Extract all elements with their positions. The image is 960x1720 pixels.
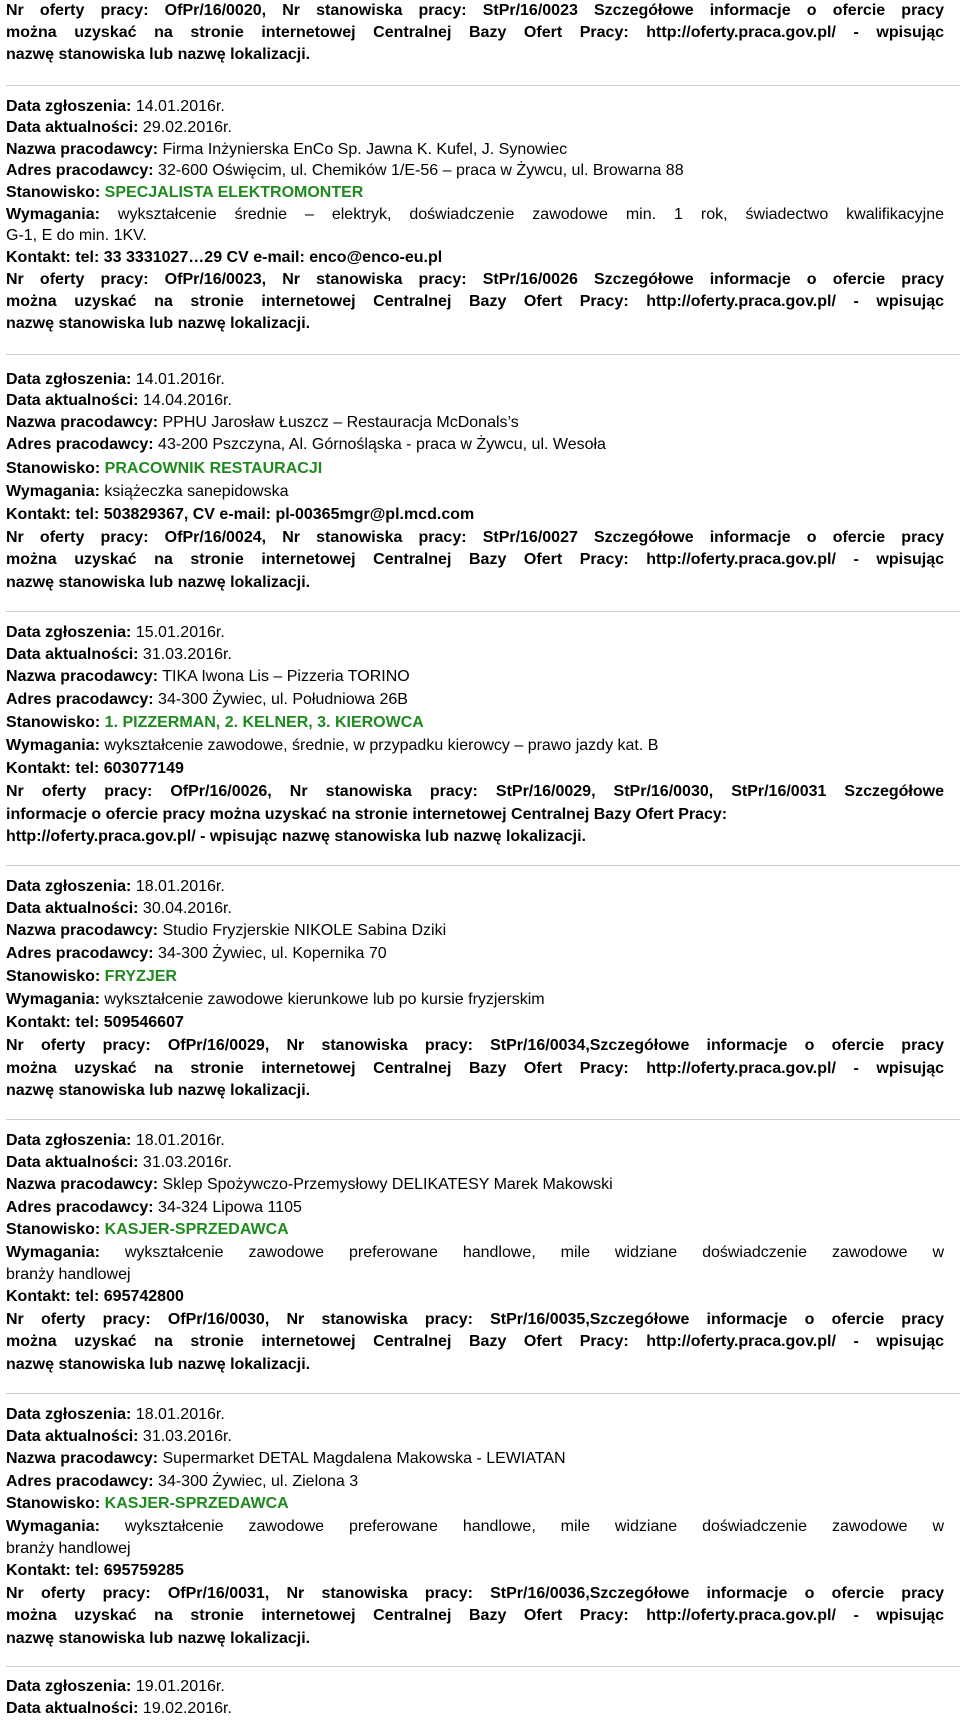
requirements-row bbox=[6, 989, 960, 1011]
offer-number-line: Nr oferty pracy: OfPr/16/0031, Nr stanowiska pracy: StPr/16/0036,Szczegółowe informacje o ofercie pracy bbox=[6, 1585, 944, 1602]
position-row bbox=[6, 182, 960, 204]
value: 31.03.2016r. bbox=[138, 646, 232, 663]
position-value: SPECJALISTA ELEKTROMONTER bbox=[100, 184, 364, 201]
validity-date-row bbox=[6, 1152, 960, 1174]
offer-info-line: można uzyskać na stronie internetowej Centralnej Bazy Ofert Pracy: http://oferty.praca.gov.pl/ - wpisując bbox=[6, 293, 944, 310]
label: Nazwa pracodawcy: bbox=[6, 922, 159, 939]
employer-row bbox=[6, 139, 960, 161]
requirements-continued: branży handlowej bbox=[6, 1540, 131, 1557]
contact-row: Kontakt: tel: 695742800 bbox=[6, 1288, 184, 1305]
label: Adres pracodawcy: bbox=[6, 1473, 154, 1490]
label: Stanowisko: bbox=[6, 460, 101, 477]
position-row bbox=[6, 966, 960, 988]
contact-row: Kontakt: tel: 509546607 bbox=[6, 1014, 184, 1031]
employer-row bbox=[6, 1448, 960, 1470]
separator-line bbox=[6, 354, 960, 355]
label: Adres pracodawcy: bbox=[6, 691, 154, 708]
validity-date-row bbox=[6, 898, 960, 920]
requirements-row bbox=[6, 204, 944, 226]
employer-row bbox=[6, 666, 960, 688]
separator-line bbox=[6, 85, 960, 86]
position-value: PRACOWNIK RESTAURACJI bbox=[100, 460, 323, 477]
value: książeczka sanepidowska bbox=[99, 483, 289, 500]
value: wykształcenie zawodowe preferowane handlowe, mile widziane doświadczenie zawodowe w bbox=[99, 1518, 944, 1535]
value: 18.01.2016r. bbox=[131, 1132, 225, 1149]
offer-info-line: nazwę stanowiska lub nazwę lokalizacji. bbox=[6, 315, 311, 332]
label: Nazwa pracodawcy: bbox=[6, 141, 159, 158]
value: wykształcenie zawodowe preferowane handlowe, mile widziane doświadczenie zawodowe w bbox=[99, 1244, 944, 1261]
value: 14.04.2016r. bbox=[138, 392, 232, 409]
submission-date-row bbox=[6, 96, 960, 118]
separator-line bbox=[6, 865, 960, 866]
value: 29.02.2016r. bbox=[138, 119, 232, 136]
separator-line bbox=[6, 1119, 960, 1120]
value: 34-300 Żywiec, ul. Kopernika 70 bbox=[153, 945, 387, 962]
requirements-continued: branży handlowej bbox=[6, 1266, 131, 1283]
offer-number-line: Nr oferty pracy: OfPr/16/0030, Nr stanowiska pracy: StPr/16/0035,Szczegółowe informacje o ofercie pracy bbox=[6, 1311, 944, 1328]
label: Nazwa pracodawcy: bbox=[6, 1450, 159, 1467]
position-value: KASJER-SPRZEDAWCA bbox=[100, 1495, 289, 1512]
separator-line bbox=[6, 1666, 960, 1667]
value: 18.01.2016r. bbox=[131, 1406, 225, 1423]
label: Wymagania: bbox=[6, 1518, 100, 1535]
requirements-continued: G-1, E do min. 1KV. bbox=[6, 227, 147, 244]
submission-date-row bbox=[6, 1130, 960, 1152]
contact-row: Kontakt: tel: 503829367, CV e-mail: pl-00365mgr@pl.mcd.com bbox=[6, 506, 475, 523]
label: Adres pracodawcy: bbox=[6, 162, 154, 179]
label: Nazwa pracodawcy: bbox=[6, 1176, 159, 1193]
offer-info-line: nazwę stanowiska lub nazwę lokalizacji. bbox=[6, 1356, 311, 1373]
value: TIKA Iwona Lis – Pizzeria TORINO bbox=[158, 668, 410, 685]
offer-info-line: można uzyskać na stronie internetowej Centralnej Bazy Ofert Pracy: http://oferty.praca.gov.pl/ - wpisując bbox=[6, 1333, 944, 1350]
employer-row bbox=[6, 920, 960, 942]
label: Wymagania: bbox=[6, 206, 100, 223]
validity-date-row bbox=[6, 644, 960, 666]
value: 30.04.2016r. bbox=[138, 900, 232, 917]
position-row bbox=[6, 712, 960, 734]
offer-info-line: nazwę stanowiska lub nazwę lokalizacji. bbox=[6, 46, 311, 63]
position-value: FRYZJER bbox=[100, 968, 177, 985]
value: 19.01.2016r. bbox=[131, 1678, 225, 1695]
value: Studio Fryzjerskie NIKOLE Sabina Dziki bbox=[158, 922, 447, 939]
label: Adres pracodawcy: bbox=[6, 945, 154, 962]
value: Firma Inżynierska EnCo Sp. Jawna K. Kufel, J. Synowiec bbox=[158, 141, 568, 158]
offer-number-line: Nr oferty pracy: OfPr/16/0020, Nr stanowiska pracy: StPr/16/0023 Szczegółowe informacje o ofercie pracy bbox=[6, 2, 944, 19]
value: 19.02.2016r. bbox=[138, 1700, 232, 1717]
value: 34-300 Żywiec, ul. Południowa 26B bbox=[153, 691, 408, 708]
address-row bbox=[6, 689, 960, 711]
label: Data zgłoszenia: bbox=[6, 98, 132, 115]
submission-date-row bbox=[6, 622, 960, 644]
label: Data aktualności: bbox=[6, 900, 139, 917]
contact-row: Kontakt: tel: 603077149 bbox=[6, 760, 184, 777]
label: Data aktualności: bbox=[6, 646, 139, 663]
position-row bbox=[6, 1219, 960, 1241]
label: Wymagania: bbox=[6, 737, 100, 754]
label: Data zgłoszenia: bbox=[6, 371, 132, 388]
label: Stanowisko: bbox=[6, 968, 101, 985]
offer-number-line: Nr oferty pracy: OfPr/16/0024, Nr stanowiska pracy: StPr/16/0027 Szczegółowe informacje o ofercie pracy bbox=[6, 529, 944, 546]
separator-line bbox=[6, 1393, 960, 1394]
position-row bbox=[6, 458, 960, 480]
label: Adres pracodawcy: bbox=[6, 1199, 154, 1216]
label: Data zgłoszenia: bbox=[6, 878, 132, 895]
offer-info-line: można uzyskać na stronie internetowej Centralnej Bazy Ofert Pracy: http://oferty.praca.gov.pl/ - wpisując bbox=[6, 1060, 944, 1077]
submission-date-row bbox=[6, 369, 960, 391]
label: Wymagania: bbox=[6, 991, 100, 1008]
requirements-row bbox=[6, 481, 960, 503]
label: Nazwa pracodawcy: bbox=[6, 668, 159, 685]
validity-date-row bbox=[6, 117, 960, 139]
value: PPHU Jarosław Łuszcz – Restauracja McDonals’s bbox=[158, 414, 519, 431]
position-value: KASJER-SPRZEDAWCA bbox=[100, 1221, 289, 1238]
value: Sklep Spożywczo-Przemysłowy DELIKATESY Marek Makowski bbox=[158, 1176, 613, 1193]
offer-info-line: można uzyskać na stronie internetowej Centralnej Bazy Ofert Pracy: http://oferty.praca.gov.pl/ - wpisując bbox=[6, 1607, 944, 1624]
submission-date-row bbox=[6, 1676, 960, 1698]
address-row bbox=[6, 160, 960, 182]
offer-number-line: Nr oferty pracy: OfPr/16/0026, Nr stanowiska pracy: StPr/16/0029, StPr/16/0030, StPr/16/0031 Szczegółowe bbox=[6, 783, 944, 800]
offer-info-line: nazwę stanowiska lub nazwę lokalizacji. bbox=[6, 574, 311, 591]
value: 15.01.2016r. bbox=[131, 624, 225, 641]
position-row bbox=[6, 1493, 960, 1515]
label: Data zgłoszenia: bbox=[6, 624, 132, 641]
label: Stanowisko: bbox=[6, 714, 101, 731]
value: 34-324 Lipowa 1105 bbox=[153, 1199, 302, 1216]
label: Data zgłoszenia: bbox=[6, 1406, 132, 1423]
label: Data aktualności: bbox=[6, 392, 139, 409]
value: wykształcenie średnie – elektryk, doświadczenie zawodowe min. 1 rok, świadectwo kwalifikacyjne bbox=[99, 206, 944, 223]
label: Data zgłoszenia: bbox=[6, 1132, 132, 1149]
offer-info-line: można uzyskać na stronie internetowej Centralnej Bazy Ofert Pracy: http://oferty.praca.gov.pl/ - wpisując bbox=[6, 24, 944, 41]
value: 34-300 Żywiec, ul. Zielona 3 bbox=[153, 1473, 359, 1490]
label: Stanowisko: bbox=[6, 184, 101, 201]
offer-info-line: http://oferty.praca.gov.pl/ - wpisując nazwę stanowiska lub nazwę lokalizacji. bbox=[6, 828, 586, 845]
offer-info-line: informacje o ofercie pracy można uzyskać na stronie internetowej Centralnej Bazy Ofert Pracy: bbox=[6, 806, 728, 823]
label: Data aktualności: bbox=[6, 1700, 139, 1717]
value: 18.01.2016r. bbox=[131, 878, 225, 895]
position-value: 1. PIZZERMAN, 2. KELNER, 3. KIEROWCA bbox=[100, 714, 424, 731]
submission-date-row bbox=[6, 876, 960, 898]
label: Stanowisko: bbox=[6, 1495, 101, 1512]
offer-info-line: nazwę stanowiska lub nazwę lokalizacji. bbox=[6, 1082, 311, 1099]
value: 31.03.2016r. bbox=[138, 1428, 232, 1445]
label: Stanowisko: bbox=[6, 1221, 101, 1238]
address-row bbox=[6, 434, 960, 456]
submission-date-row bbox=[6, 1404, 960, 1426]
employer-row bbox=[6, 412, 960, 434]
label: Data zgłoszenia: bbox=[6, 1678, 132, 1695]
label: Data aktualności: bbox=[6, 1428, 139, 1445]
value: wykształcenie zawodowe kierunkowe lub po kursie fryzjerskim bbox=[99, 991, 545, 1008]
value: 14.01.2016r. bbox=[131, 371, 225, 388]
contact-row: Kontakt: tel: 695759285 bbox=[6, 1562, 184, 1579]
address-row bbox=[6, 943, 960, 965]
label: Adres pracodawcy: bbox=[6, 436, 154, 453]
offer-number-line: Nr oferty pracy: OfPr/16/0029, Nr stanowiska pracy: StPr/16/0034,Szczegółowe informacje o ofercie pracy bbox=[6, 1037, 944, 1054]
address-row bbox=[6, 1197, 960, 1219]
requirements-row bbox=[6, 1242, 944, 1264]
address-row bbox=[6, 1471, 960, 1493]
label: Data aktualności: bbox=[6, 119, 139, 136]
value: 43-200 Pszczyna, Al. Górnośląska - praca w Żywcu, ul. Wesoła bbox=[153, 436, 606, 453]
label: Nazwa pracodawcy: bbox=[6, 414, 159, 431]
validity-date-row bbox=[6, 1698, 960, 1720]
validity-date-row bbox=[6, 390, 960, 412]
requirements-row bbox=[6, 1516, 944, 1538]
value: Supermarket DETAL Magdalena Makowska - LEWIATAN bbox=[158, 1450, 566, 1467]
requirements-row bbox=[6, 735, 960, 757]
value: 32-600 Oświęcim, ul. Chemików 1/E-56 – praca w Żywcu, ul. Browarna 88 bbox=[153, 162, 684, 179]
value: 31.03.2016r. bbox=[138, 1154, 232, 1171]
value: 14.01.2016r. bbox=[131, 98, 225, 115]
label: Wymagania: bbox=[6, 1244, 100, 1261]
offer-number-line: Nr oferty pracy: OfPr/16/0023, Nr stanowiska pracy: StPr/16/0026 Szczegółowe informacje o ofercie pracy bbox=[6, 271, 944, 288]
employer-row bbox=[6, 1174, 960, 1196]
validity-date-row bbox=[6, 1426, 960, 1448]
label: Wymagania: bbox=[6, 483, 100, 500]
value: wykształcenie zawodowe, średnie, w przypadku kierowcy – prawo jazdy kat. B bbox=[99, 737, 659, 754]
label: Data aktualności: bbox=[6, 1154, 139, 1171]
separator-line bbox=[6, 611, 960, 612]
offer-info-line: nazwę stanowiska lub nazwę lokalizacji. bbox=[6, 1630, 311, 1647]
contact-row: Kontakt: tel: 33 3331027…29 CV e-mail: enco@enco-eu.pl bbox=[6, 249, 443, 266]
offer-info-line: można uzyskać na stronie internetowej Centralnej Bazy Ofert Pracy: http://oferty.praca.gov.pl/ - wpisując bbox=[6, 551, 944, 568]
